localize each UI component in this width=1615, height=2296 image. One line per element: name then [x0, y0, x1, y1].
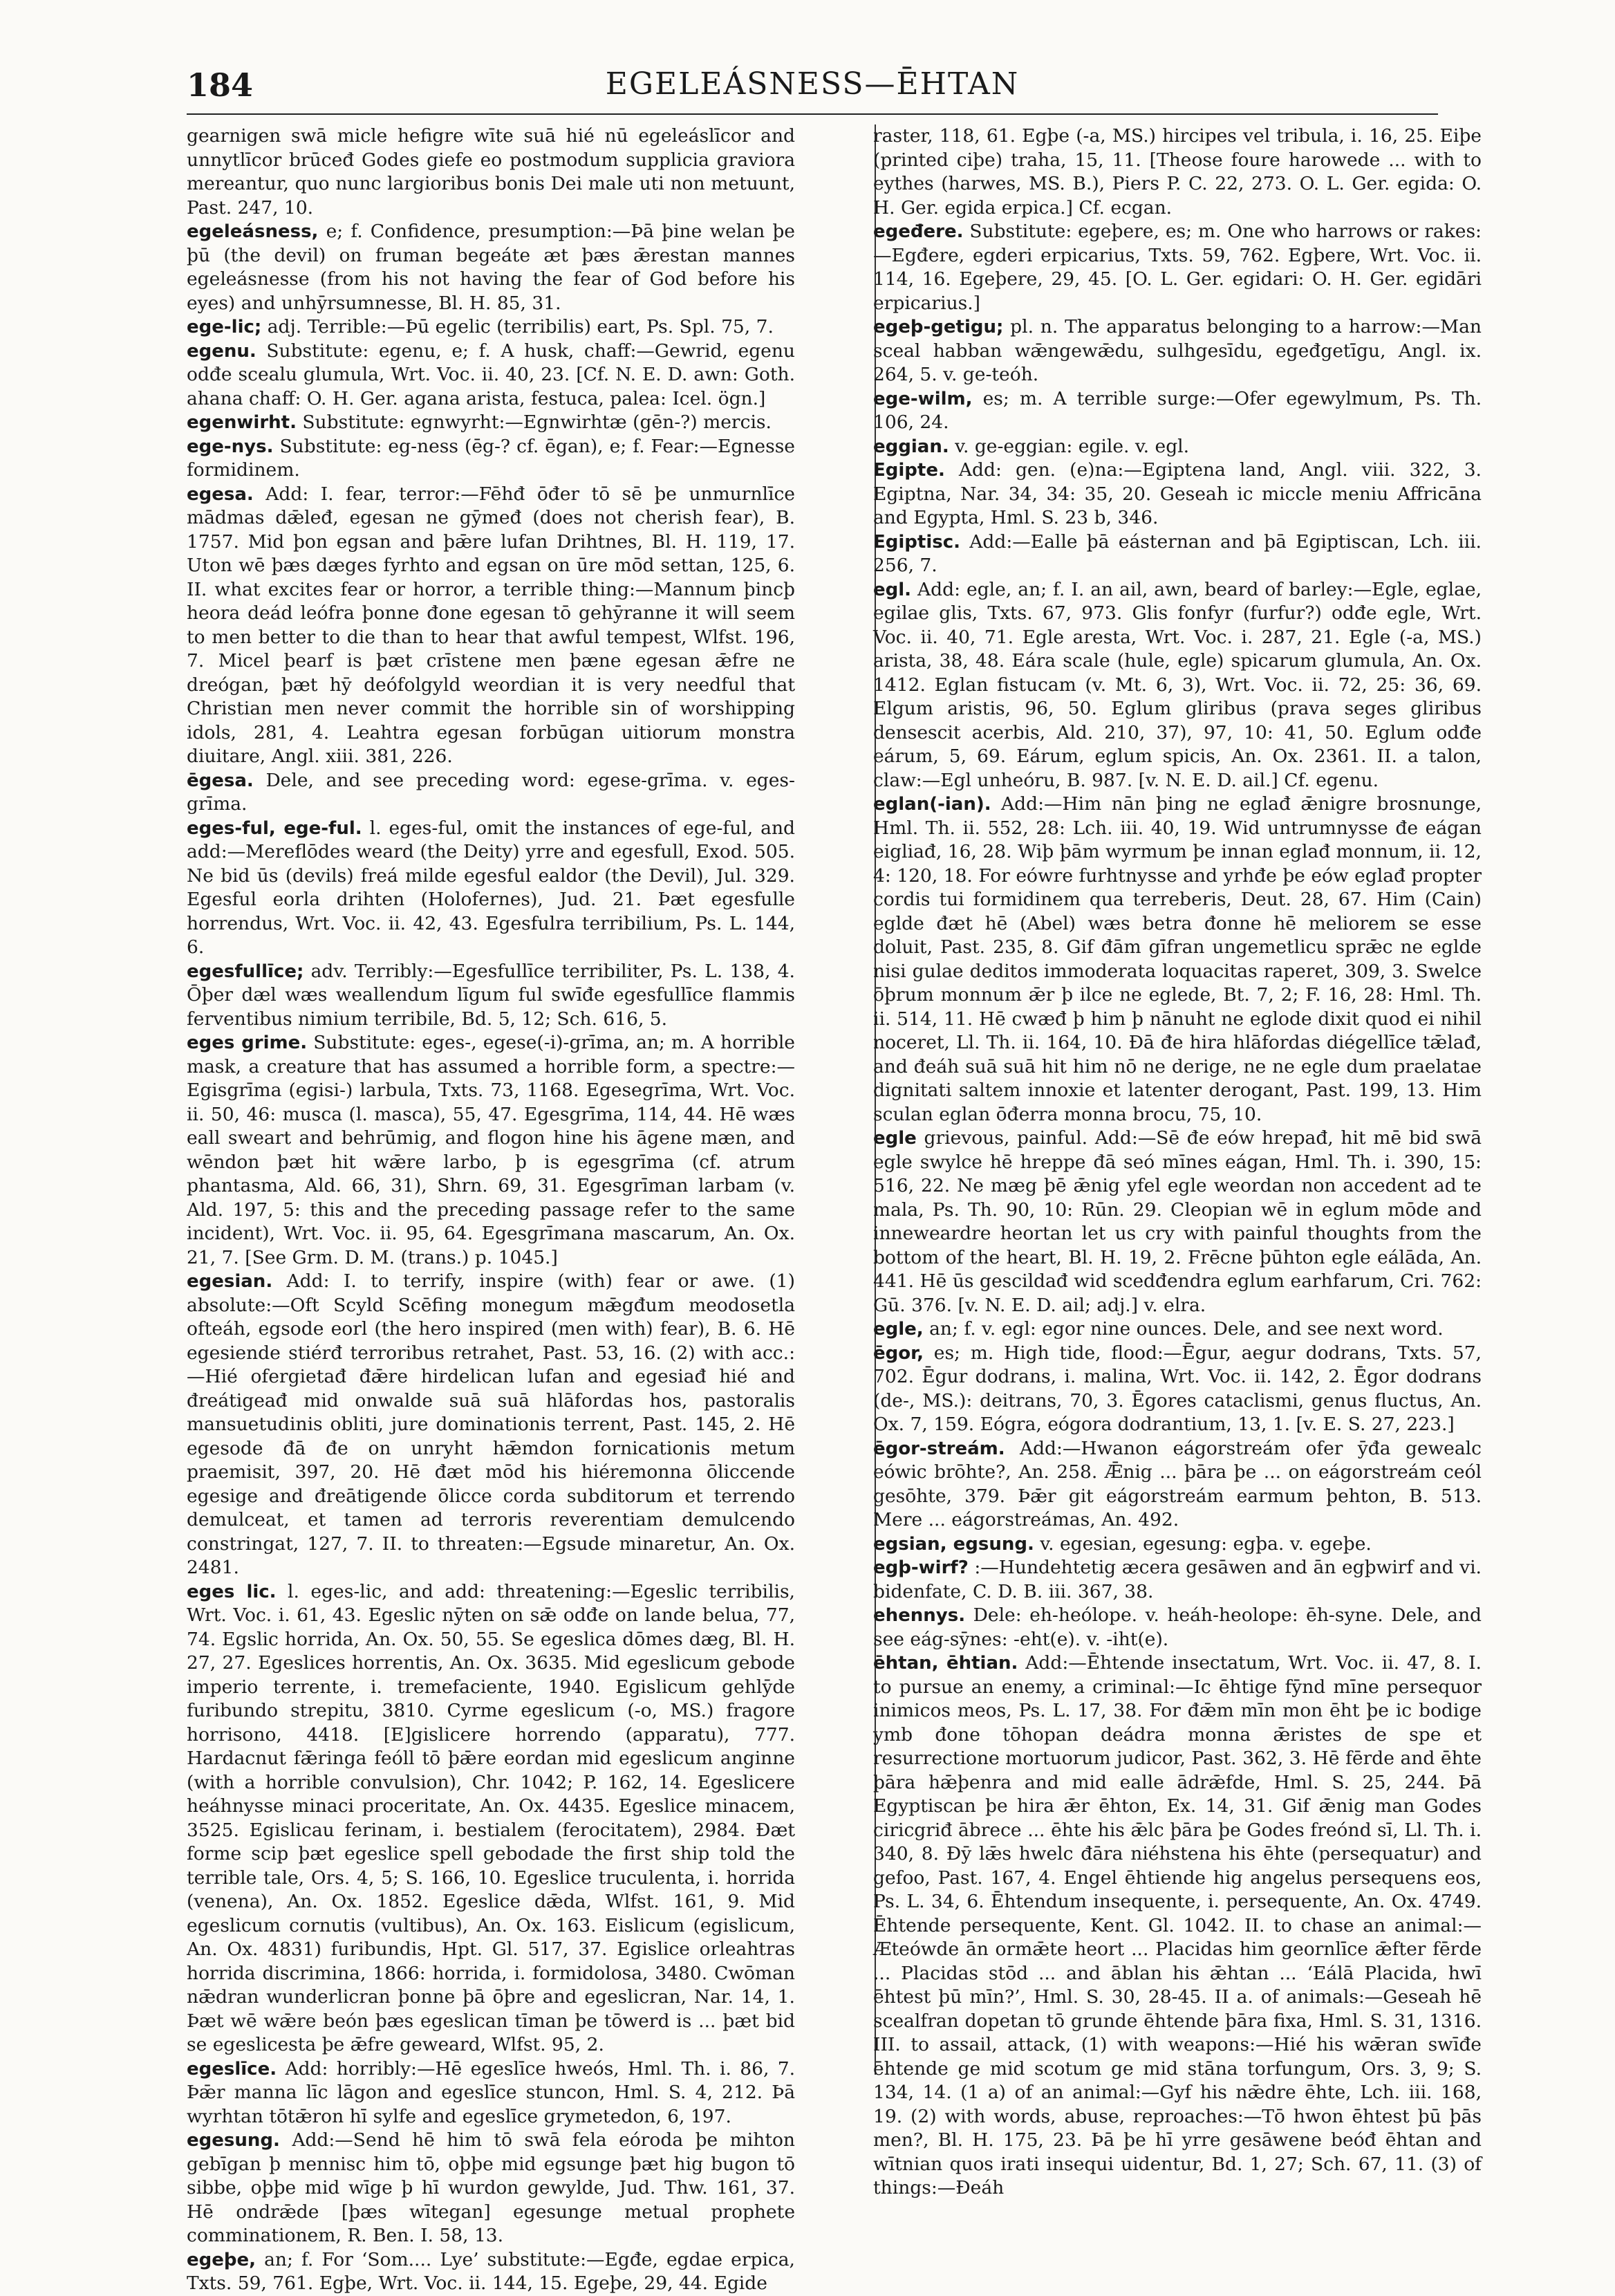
entry-text: es; m. A terrible surge:—Ofer egewylmum, Ps. Th. 106, 24.	[873, 387, 1482, 433]
entry-headword: ege-lic;	[187, 317, 262, 337]
entry-text: l. eges-ful, omit the instances of ege-ful, and add:—Mereflōdes weard (the Deity) yrre and egesfull, Exod. 505. Ne bid ūs (devils) freá milde egesful ealdor (the Devil), Jul. 329. Egesful eorla drihten (Holofernes), Jud. 21. Þæt egesfulle horrendus, Wrt. Voc. ii. 42, 43. Egesfulra terribilium, Ps. L. 144, 6.	[187, 817, 795, 958]
entry-headword: ēgor,	[873, 1342, 924, 1364]
entry-headword: egesfullīce;	[187, 961, 304, 982]
entry-headword: eggian.	[873, 436, 949, 457]
dictionary-entry	[187, 1270, 795, 1580]
entry-headword: ege-wilm,	[873, 388, 973, 409]
entry-text: Add: I. fear, terror:—Fēhđ ōđer tō sē þe unmurnlīce mādmas dǣleđ, egesan ne gȳmeđ (does not cherish fear), B. 1757. Mid þon egsan and þǣre lufan Drihtnes, Bl. H. 119, 17. Uton wē þæs dæges fyrhto and egsan on ūre mōd settan, 125, 6. II. what excites fear or horror, a terrible thing:—Mannum þincþ heora deád leófra þonne đone egesan tō gehȳranne it will seem to men better to die than to hear that awful tempest, Wlfst. 196, 7. Micel þearf is þæt crīstene men þæne egesan ǣfre ne dreógan, þæt hȳ deófolgyld weordian it is very needful that Christian men never commit the horrible sin of worshipping idols, 281, 4. Leahtra egesan forbūgan uitiorum monstra diuitare, Angl. xiii. 381, 226.	[187, 483, 795, 767]
header-rule	[187, 113, 1438, 115]
entry-text: Add: I. to terrify, inspire (with) fear or awe. (1) absolute:—Oft Scyld Scēfing monegum mǣgđum meodosetla ofteáh, egsode eorl (the hero inspired (men with) fear), B. 6. Hē egesiende stiérđ terroribus retrahet, Past. 53, 16. (2) with acc.:—Hié ofergietađ đǣre hirdelican lufan and egesiađ hié and đreátigeađ mid onwalde suā suā hlāfordas hos, pastoralis mansuetudinis obliti, jure dominationis terrent, Past. 145, 2. Hē egesode đā đe on unryht hǣmdon fornicationis metum praemisit, 397, 20. Hē đæt mōd his hiéremonna ōliccende egesige and đreātigende ōlicce corda subditorum et terrendo demulceat, et tamen ad terroris reverentiam demulcendo constringat, 127, 7. II. to threaten:—Egsude minaretur, An. Ox. 2481.	[187, 1270, 795, 1578]
entry-headword: ēgesa.	[187, 770, 254, 791]
dictionary-entry	[873, 793, 1482, 1127]
entry-headword: egenu.	[187, 340, 256, 362]
entry-headword: egenwirht.	[187, 412, 297, 433]
entry-headword: egle,	[873, 1319, 924, 1340]
dictionary-entry	[873, 1604, 1482, 1651]
entry-text: Add: horribly:—Hē egeslīce hweós, Hml. Th. i. 86, 7. Þǣr manna līc lāgon and egeslīce stuncon, Hml. S. 4, 212. Þā wyrhtan tōtǣron hī sylfe and egeslīce grymetedon, 6, 197.	[187, 2057, 795, 2127]
entry-headword: ege-nys.	[187, 436, 274, 457]
entry-text: Add:—Ealle þā eásternan and þā Egiptiscan, Lch. iii. 256, 7.	[873, 530, 1482, 576]
dictionary-entry	[187, 483, 795, 769]
dictionary-entry	[873, 530, 1482, 578]
entry-text: e; f. Confidence, presumption:—Þā þine welan þe þū (the devil) on fruman begeáte æt þæs ǣrestan mannes egeleásnesse (from his not having the fear of God before his eyes) and unhȳrsumnesse, Bl. H. 85, 31.	[187, 221, 795, 314]
dictionary-entry	[187, 220, 795, 315]
dictionary-entry	[873, 220, 1482, 315]
entry-text: Substitute: egeþere, es; m. One who harrows or rakes:—Egđere, egderi erpicarius, Txts. 59, 762. Egþere, Wrt. Voc. ii. 114, 16. Egeþere, 29, 45. [O. L. Ger. egidari: O. H. Ger. egidāri erpicarius.]	[873, 221, 1482, 314]
entry-headword: ēhtan, ēhtian.	[873, 1653, 1018, 1674]
dictionary-entry	[873, 1651, 1482, 2201]
entry-headword: egeleásness,	[187, 221, 319, 242]
entry-text: pl. n. The apparatus belonging to a harrow:—Man sceal habban wǣngewǣdu, sulhgesīdu, egeđgetīgu, Angl. ix. 264, 5. v. ge-teóh.	[873, 316, 1482, 385]
entry-text: adj. Terrible:—Þū egelic (terribilis) eart, Ps. Spl. 75, 7.	[267, 316, 774, 337]
dictionary-entry	[187, 2057, 795, 2129]
entry-headword: eglan(-ian).	[873, 794, 991, 815]
page-number: 184	[187, 66, 254, 104]
entry-text: Add: egle, an; f. I. an ail, awn, beard of barley:—Egle, eglae, egilae glis, Txts. 67, 973. Glis fonfyr (furfur?) odđe egle, Wrt. Voc. ii. 40, 71. Egle aresta, Wrt. Voc. i. 287, 21. Egle (-a, MS.) arista, 38, 48. Eára scale (hule, egle) spicarum glumula, An. Ox. 1412. Eglan fistucam (v. Mt. 6, 3), Wrt. Voc. ii. 72, 25: 36, 69. Elgum aristis, 96, 50. Eglum gliribus (prava seges gliribus densescit acerbis, Ald. 210, 37), 97, 10: 41, 50. Eglum odđe eárum, 5, 69. Eárum, eglum spicis, An. Ox. 2361. II. a talon, claw:—Egl unheóru, B. 987. [v. N. E. D. ail.] Cf. egenu.	[873, 578, 1482, 791]
dictionary-entry	[187, 960, 795, 1032]
entry-headword: egsian, egsung.	[873, 1533, 1034, 1555]
entry-headword: egeđere.	[873, 221, 964, 242]
entry-headword: egle	[873, 1128, 917, 1149]
dictionary-entry	[873, 1533, 1482, 1557]
right-column	[873, 124, 1482, 2198]
entry-headword: egesian.	[187, 1271, 273, 1292]
dictionary-entry	[187, 2248, 795, 2296]
dictionary-entry	[187, 769, 795, 817]
dictionary-entry	[187, 1580, 795, 2057]
left-column	[187, 124, 795, 2294]
entry-text: Substitute: eges-, egese(-i)-grīma, an; m. A horrible mask, a creature that has assumed a horrible form, a spectre:—Egisgrīma (egisi-) larbula, Txts. 73, 1168. Egesegrīma, Wrt. Voc. ii. 50, 46: musca (l. masca), 55, 47. Egesgrīma, 114, 44. Hē wæs eall sweart and behrūmig, and flogon hine his āgene mæn, and wēndon þæt hit wǣre larbo, þ is egesgrīma (cf. atrum phantasma, Ald. 66, 31), Shrn. 69, 31. Egesgrīman larbam (v. Ald. 197, 5: this and the preceding passage refer to the same incident), Wrt. Voc. ii. 95, 64. Egesgrīmana mascarum, An. Ox. 21, 7. [See Grm. D. M. (trans.) p. 1045.]	[187, 1032, 795, 1268]
dictionary-entry	[187, 411, 795, 435]
dictionary-entry	[873, 1437, 1482, 1533]
dictionary-entry	[873, 315, 1482, 387]
entry-headword: eges-ful, ege-ful.	[187, 817, 362, 839]
entry-text: l. eges-lic, and add: threatening:—Egeslic terribilis, Wrt. Voc. i. 61, 43. Egeslic nȳten on sǣ odđe on lande belua, 77, 74. Egslic horrida, An. Ox. 50, 55. Se egeslica dōmes dæg, Bl. H. 27, 27. Egeslices horrentis, An. Ox. 3635. Mid egeslicum gebode imperio terrente, i. tremefaciente, 1940. Egislicum gehlȳde furibundo strepitu, 3810. Cyrme egeslicum (-o, MS.) fragore horrisono, 4418. [E]gislicere horrendo (apparatu), 777. Hardacnut fǣringa feóll tō þǣre eordan mid egeslicum anginne (with a horrible convulsion), Chr. 1042; P. 162, 14. Egeslicere heáhnysse minaci proceritate, An. Ox. 4435. Egeslice minacem, 3525. Egislicau ferinam, i. bestialem (ferocitatem), 2984. Đæt forme scip þæt egeslice spell gebodade the first ship told the terrible tale, Ors. 4, 5; S. 166, 10. Egeslice truculenta, i. horrida (venena), An. Ox. 1852. Egeslice dǣda, Wlfst. 161, 9. Mid egeslicum cornutis (vultibus), An. Ox. 163. Eislicum (egislicum, An. Ox. 4831) furibundis, Hpt. Gl. 517, 37. Egislice orleahtras horrida discrimina, 1866: horrida, i. formidolosa, 3480. Cwōman nǣdran wunderlicran þonne þā ōþre and egeslicran, Nar. 14, 1. Þæt wē wǣre beón þæs egeslican tīman þe tōwerd is ... þæt bid se egeslicesta þe ǣfre geweard, Wlfst. 95, 2.	[187, 1580, 795, 2055]
entry-text: Substitute: egenu, e; f. A husk, chaff:—Gewrid, egenu odđe scealu glumula, Wrt. Voc. ii. 40, 23. [Cf. N. E. D. awn: Goth. ahana chaff: O. H. Ger. agana arista, festuca, palea: Icel. ögn.]	[187, 340, 795, 409]
entry-headword: egesung.	[187, 2130, 280, 2151]
entry-text: es; m. High tide, flood:—Ēgur, aegur dodrans, Txts. 57, 702. Ēgur dodrans, i. malina, Wrt. Voc. ii. 142, 2. Ēgor dodrans (de-, MS.): deitrans, 70, 3. Ēgores cataclismi, genus fluctus, An. Ox. 7, 159. Eógra, eógora dodrantium, 13, 1. [v. E. S. 27, 223.]	[873, 1342, 1482, 1435]
entry-text: adv. Terribly:—Egesfullīce terribiliter, Ps. L. 138, 4. Ōþer dæl wæs weallendum līgum ful swīđe egesfullīce flammis ferventibus nimium terribile, Bd. 5, 12; Sch. 616, 5.	[187, 960, 795, 1030]
entry-headword: egeslīce.	[187, 2058, 277, 2080]
dictionary-entry	[187, 340, 795, 411]
dictionary-entry	[187, 2129, 795, 2248]
entry-text: Dele, and see preceding word: egese-grīma. v. eges-grīma.	[187, 769, 795, 815]
entry-headword: egþ-wirf?	[873, 1557, 969, 1578]
entry-text: Substitute: egnwyrht:—Egnwirhtæ (gēn-?) mercis.	[302, 411, 772, 433]
dictionary-entry	[873, 1317, 1482, 1342]
entry-text: Add:—Send hē him tō swā fela eóroda þe mihton gebīgan þ mennisc him tō, oþþe mid egsunge þæt hig bugon tō sibbe, oþþe mid wīge þ hī wurdon gewylde, Jud. Thw. 161, 37. Hē ondrǣde [þæs wītegan] egesunge metual prophete comminationem, R. Ben. I. 58, 13.	[187, 2129, 795, 2246]
entry-headword: Egiptisc.	[873, 531, 961, 553]
dictionary-entry	[187, 1031, 795, 1270]
dictionary-entry	[873, 387, 1482, 435]
dictionary-entry	[873, 1556, 1482, 1604]
entry-text: v. egesian, egesung: egþa. v. egeþe.	[1040, 1533, 1372, 1555]
entry-headword: ēgor-streám.	[873, 1438, 1005, 1459]
entry-text: Add:—Hwanon eágorstreám ofer ȳđa gewealc eówic brōhte?, An. 258. Ǣnig ... þāra þe ... on eágorstreám ceól gesōhte, 379. Þǣr git eágorstreám earmum þehton, B. 513. Mere ... eágorstreámas, An. 492.	[873, 1437, 1482, 1530]
dictionary-entry	[873, 1127, 1482, 1317]
dictionary-entry	[187, 315, 795, 340]
dictionary-entry	[873, 124, 1482, 220]
entry-text: gearnigen swā micle hefigre wīte suā hié nū egeleáslīcor and unnytlīcor brūceđ Godes giefe eo postmodum supplicia graviora mereantur, quo nunc largioribus bonis Dei male uti non metuunt, Past. 247, 10.	[187, 125, 795, 219]
entry-text: Substitute: eg-ness (ēg-? cf. ēgan), e; f. Fear:—Egnesse formidinem.	[187, 435, 795, 481]
entry-text: Add:—Ēhtende insectatum, Wrt. Voc. ii. 47, 8. I. to pursue an enemy, a criminal:—Ic ēhtige fȳnd mīne persequor inimicos meos, Ps. L. 17, 38. For đǣm mīn mon ēht þe ic bodige ymb đone tōhopan deádra monna ǣristes de spe et resurrectione mortuorum judicor, Past. 362, 3. Hē fērde and ēhte þāra hǣþenra and mid ealle ādrǣfde, Hml. S. 25, 244. Þā Egyptiscan þe hira ǣr ēhton, Ex. 14, 31. Gif ǣnig man Godes ciricgriđ ābrece ... ēhte his ǣlc þāra þe Godes freónd sī, Ll. Th. i. 340, 8. Đȳ lǣs hwelc đāra niéhstena his ēhte (persequatur) and gefoo, Past. 167, 4. Engel ēhtiende hig angelus persequens eos, Ps. L. 34, 6. Ēhtendum insequente, i. persequente, An. Ox. 4749. Ēhtende persequente, Kent. Gl. 1042. II. to chase an animal:—Æteówde ān ormǣte heort ... Placidas him geornlīce ǣfter fērde ... Placidas stōd ... and āblan his ǣhtan ... ‘Eálā Placida, hwī ēhtest þū mīn?’, Hml. S. 30, 28-45. II a. of animals:—Geseah hē scealfran dopetan tō grunde ēhtende þāra fixa, Hml. S. 31, 1316. III. to assail, attack, (1) with weapons:—Hié his wǣran swīđe ēhtende ge mid scotum ge mid stāna torfungum, Ors. 3, 9; S. 134, 14. (1 a) of an animal:—Gyf his nǣdre ēhte, Lch. iii. 168, 19. (2) with words, abuse, reproaches:—Tō hwon ēhtest þū þās men?, Bl. H. 175, 23. Þā þe hī yrre gesāwene beóđ ēhtan and wītnian quos irati insequi uidentur, Bd. 1, 27; Sch. 67, 11. (3) of things:—Đeáh	[873, 1652, 1482, 2198]
entry-text: an; f. For ‘Som.... Lye’ substitute:—Egđe, egdae erpica, Txts. 59, 761. Egþe, Wrt. Voc. ii. 144, 15. Egeþe, 29, 44. Egide	[187, 2248, 795, 2294]
entry-headword: egl.	[873, 579, 912, 600]
page-header	[187, 66, 1438, 115]
dictionary-entry	[873, 435, 1482, 459]
entry-text: grievous, painful. Add:—Sē đe eów hrepađ, hit mē bid swā egle swylce hē hreppe đā seó mīnes eágan, Hml. Th. i. 390, 15: 516, 22. Ne mæg þē ǣnig yfel egle weordan non accedent ad te mala, Ps. Th. 90, 10: Rūn. 29. Cleopian wē in eglum mōde and inneweardre heortan let us cry with painful thoughts from the bottom of the heart, Bl. H. 19, 2. Frēcne þūhton egle eálāda, An. 441. Hē ūs gescildađ wid scedđendra eglum earhfarum, Cri. 762: Gū. 376. [v. N. E. D. ail; adj.] v. elra.	[873, 1127, 1482, 1316]
entry-headword: ehennys.	[873, 1605, 966, 1626]
running-head: EGELEÁSNESS—ĒHTAN	[605, 66, 1020, 102]
entry-text: an; f. v. egl: egor nine ounces. Dele, and see next word.	[929, 1318, 1444, 1340]
entry-headword: egesa.	[187, 483, 254, 505]
dictionary-entry	[187, 435, 795, 483]
dictionary-entry	[873, 578, 1482, 793]
dictionary-entry	[873, 459, 1482, 530]
dictionary-entry	[873, 1342, 1482, 1437]
entry-text: Dele: eh-heólope. v. heáh-heolope: ēh-syne. Dele, and see eág-sȳnes: -eht(e). v. -iht(e).	[873, 1604, 1482, 1650]
dictionary-entry	[187, 817, 795, 960]
entry-text: Add: gen. (e)na:—Egiptena land, Angl. viii. 322, 3. Egiptna, Nar. 34, 34: 35, 20. Geseah ic miccle meniu Affricāna and Egypta, Hml. S. 23 b, 346.	[873, 459, 1482, 528]
entry-text: v. ge-eggian: egile. v. egl.	[955, 435, 1190, 457]
entry-headword: egeþ-getigu;	[873, 317, 1004, 337]
entry-text: :—Hundehtetig æcera gesāwen and ān egþwirf and vi. bidenfate, C. D. B. iii. 367, 38.	[873, 1557, 1482, 1602]
entry-headword: egeþe,	[187, 2249, 256, 2270]
dictionary-entry	[187, 124, 795, 220]
entry-headword: eges grime.	[187, 1033, 308, 1053]
entry-headword: eges lic.	[187, 1581, 277, 1602]
entry-text: raster, 118, 61. Egþe (-a, MS.) hircipes vel tribula, i. 16, 25. Eiþe (printed ciþe) traha, 15, 11. [Theose foure harowede ... with to eythes (harwes, MS. B.), Piers P. C. 22, 273. O. L. Ger. egida: O. H. Ger. egida erpica.] Cf. ecgan.	[873, 125, 1482, 219]
entry-text: Add:—Him nān þing ne eglađ ǣnigre brosnunge, Hml. Th. ii. 552, 28: Lch. iii. 40, 19. Wid untrumnysse đe eágan eigliađ, 16, 28. Wiþ þām wyrmum þe innan eglađ monnum, ii. 12, 4: 120, 18. For eówre furhtnysse and yrhđe þe eów eglađ propter cordis tui formidinem qua terreberis, Deut. 28, 67. Him (Cain) eglde đæt hē (Abel) wæs betra đonne hē meliorem se esse doluit, Past. 235, 8. Gif đām gīfran ungemetlicu sprǣc ne eglde nisi gulae deditos immoderata loquacitas raperet, 309, 3. Swelce ōþrum monnum ǣr þ ilce ne eglede, Bt. 7, 2; F. 16, 28: Hml. Th. ii. 514, 11. Hē cwæđ þ him þ nānuht ne eglode dixit quod ei nihil noceret, Ll. Th. ii. 164, 10. Đā đe hira hlāfordas diégellīce tǣlađ, and đeáh suā suā hit him nō ne derige, ne ne egle dum praelatae dignitati saltem innoxie et latenter derogant, Past. 199, 13. Him sculan eglan ōđerra monna brocu, 75, 10.	[873, 793, 1482, 1125]
entry-headword: Egipte.	[873, 460, 945, 481]
